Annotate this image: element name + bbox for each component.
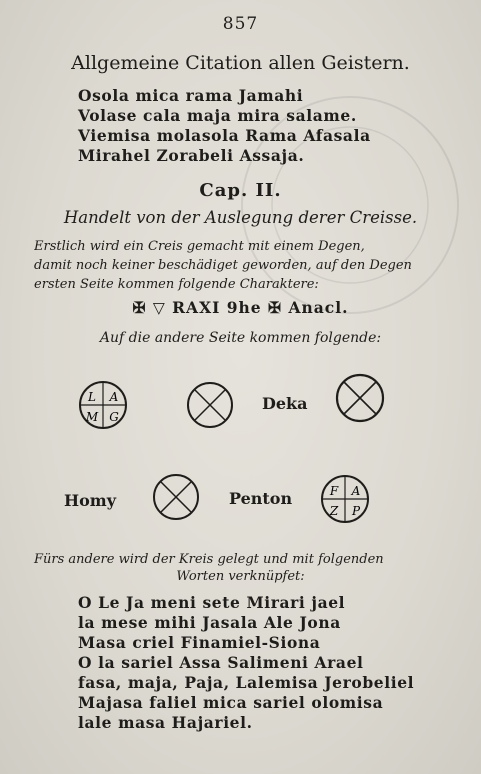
- paragraph-one: [34, 237, 446, 294]
- monogram-sigil-left: [78, 380, 128, 430]
- incantation-verse: [78, 593, 414, 733]
- paragraph-two-line1: Fürs andere wird der Kreis gelegt und mit folgenden: [34, 552, 384, 567]
- sigil-letter: A: [109, 390, 119, 404]
- sigil-letter: A: [351, 484, 361, 498]
- monogram-sigil-right: [320, 474, 370, 524]
- invocation-verse: [78, 86, 371, 166]
- verse-line: Osola mica rama Jamahi: [78, 86, 304, 105]
- other-side-line: Auf die andere Seite kommen folgende:: [99, 330, 382, 346]
- paragraph-line: damit noch keiner beschädiget geworden, auf den Degen: [34, 258, 412, 273]
- paragraph-line: ersten Seite kommen folgende Charaktere:: [34, 277, 319, 292]
- verse-line: fasa, maja, Paja, Lalemisa Jerobeliel: [78, 673, 415, 692]
- verse-line: la mese mihi Jasala Ale Jona: [78, 613, 341, 632]
- crossed-circle-sigil: [186, 381, 234, 429]
- section-heading: Allgemeine Citation allen Geistern.: [71, 52, 410, 74]
- sigil-label-deka: Deka: [262, 394, 308, 413]
- verse-line: Viemisa molasola Rama Afasala: [78, 126, 371, 145]
- verse-line: lale masa Hajariel.: [78, 713, 253, 732]
- sword-characters: ✠ ▽ RAXI 9he ✠ Anacl.: [132, 298, 349, 317]
- sigil-letter: P: [351, 504, 361, 518]
- verse-line: Volase cala maja mira salame.: [78, 106, 357, 125]
- sigil-letter: M: [85, 410, 99, 424]
- verse-line: Majasa faliel mica sariel olomisa: [78, 693, 384, 712]
- crossed-circle-sigil: [335, 373, 385, 423]
- verse-line: O la sariel Assa Salimeni Arael: [78, 653, 364, 672]
- sigil-letter: Z: [329, 504, 339, 518]
- sigil-letter: L: [88, 390, 96, 404]
- sigil-label-homy: Homy: [64, 491, 117, 510]
- sigil-letter: G: [109, 410, 119, 424]
- sigil-label-penton: Penton: [229, 489, 293, 508]
- paragraph-line: Erstlich wird ein Creis gemacht mit einem Degen,: [34, 239, 365, 254]
- sigil-letter: F: [329, 484, 339, 498]
- chapter-number: Cap. II.: [199, 180, 282, 201]
- verse-line: Mirahel Zorabeli Assaja.: [78, 146, 305, 165]
- paragraph-two-line2: Worten verknüpfet:: [176, 569, 305, 584]
- page-number: 857: [222, 14, 259, 34]
- chapter-title: Handelt von der Auslegung derer Creisse.: [63, 208, 418, 227]
- crossed-circle-sigil: [152, 473, 200, 521]
- verse-line: O Le Ja meni sete Mirari jael: [78, 593, 346, 612]
- verse-line: Masa criel Finamiel-Siona: [78, 633, 321, 652]
